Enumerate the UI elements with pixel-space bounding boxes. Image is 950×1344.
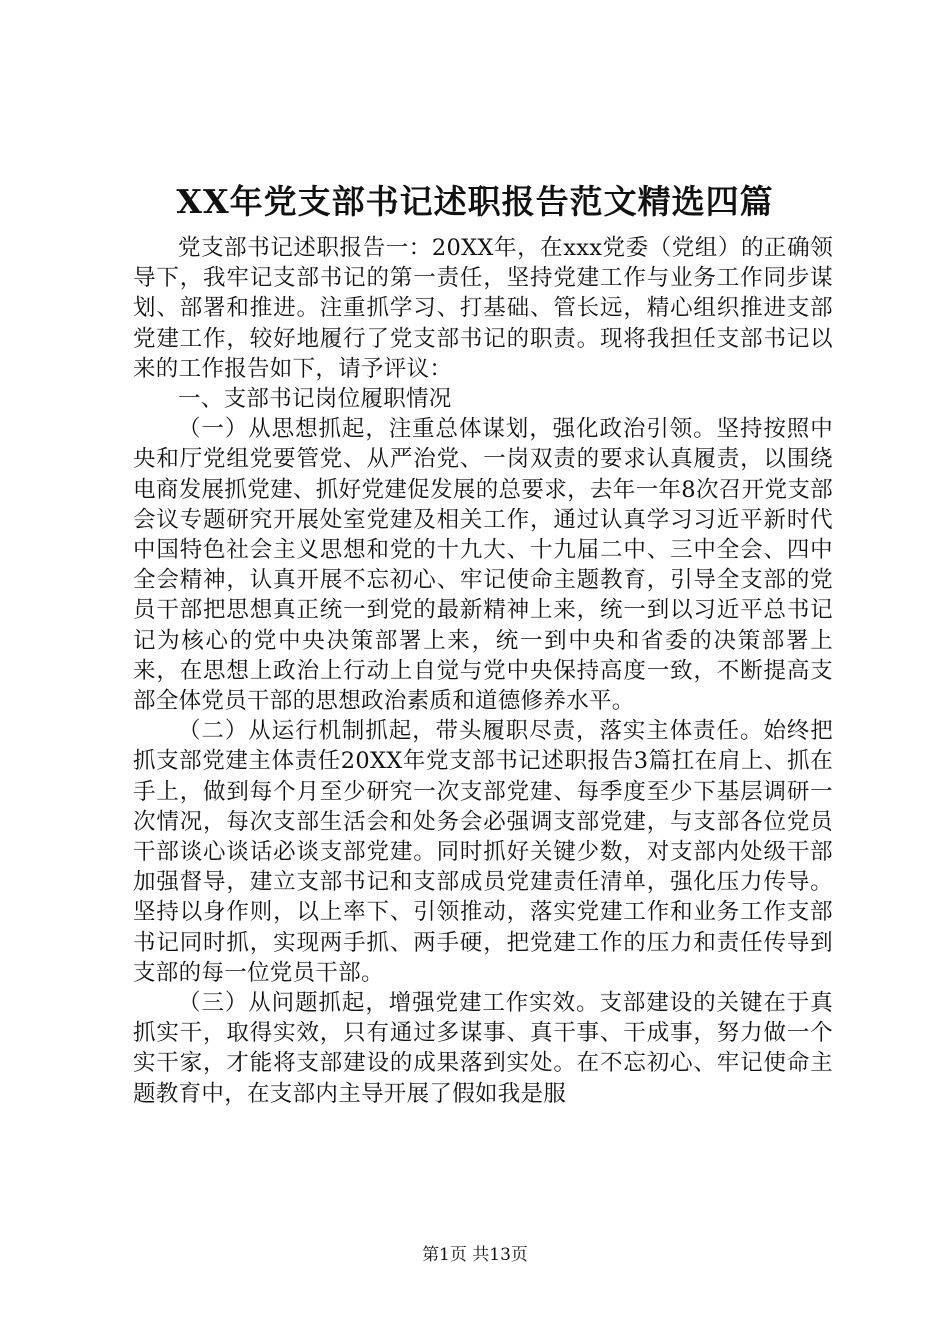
paragraph-item-2: （二）从运行机制抓起，带头履职尽责，落实主体责任。始终把抓支部党建主体责任20XX年党支部书记述职报告3篇扛在肩上、抓在手上，做到每个月至少研究一次支部党建、每季度至少下基层调研一次情况，每次支部生活会和处务会必强调支部党建，与支部各位党员干部谈心谈话必谈支部党建。同时抓好关键少数，对支部内处级干部加强督导，建立支部书记和支部成员党建责任清单，强化压力传导。坚持以身作则，以上率下、引领推动，落实党建工作和业务工作支部书记同时抓，实现两手抓、两手硬，把党建工作的压力和责任传导到支部的每一位党员干部。 xyxy=(133,718,833,986)
page-number-footer: 第1页 共13页 xyxy=(422,1245,528,1265)
paragraph-item-1: （一）从思想抓起，注重总体谋划，强化政治引领。坚持按照中央和厅党组党要管党、从严治党、一岗双责的要求认真履责，以围绕电商发展抓党建、抓好党建促发展的总要求，去年一年8次召开党支部会议专题研究开展处室党建及相关工作，通过认真学习习近平新时代中国特色社会主义思想和党的十九大、十九届二中、三中全会、四中全会精神，认真开展不忘初心、牢记使命主题教育，引导全支部的党员干部把思想真正统一到党的最新精神上来，统一到以习近平总书记记为核心的党中央决策部署上来，统一到中央和省委的决策部署上来，在思想上政治上行动上自觉与党中央保持高度一致，不断提高支部全体党员干部的思想政治素质和道德修养水平。 xyxy=(133,416,833,715)
paragraph-intro: 党支部书记述职报告一：20XX年，在xxx党委（党组）的正确领导下，我牢记支部书记的第一责任，坚持党建工作与业务工作同步谋划、部署和推进。注重抓学习、打基础、管长远，精心组织推进支部党建工作，较好地履行了党支部书记的职责。现将我担任支部书记以来的工作报告如下，请予评议： xyxy=(133,235,833,382)
paragraph-item-3: （三）从问题抓起，增强党建工作实效。支部建设的关键在于真抓实干，取得实效，只有通过多谋事、真干事、干成事，努力做一个实干家，才能将支部建设的成果落到实处。在不忘初心、牢记使命主题教育中，在支部内主导开展了假如我是服 xyxy=(133,990,833,1107)
document-title: XX年党支部书记述职报告范文精选四篇 xyxy=(176,182,774,221)
document-body xyxy=(133,233,833,1109)
section-heading: 一、支部书记岗位履职情况 xyxy=(178,386,452,413)
